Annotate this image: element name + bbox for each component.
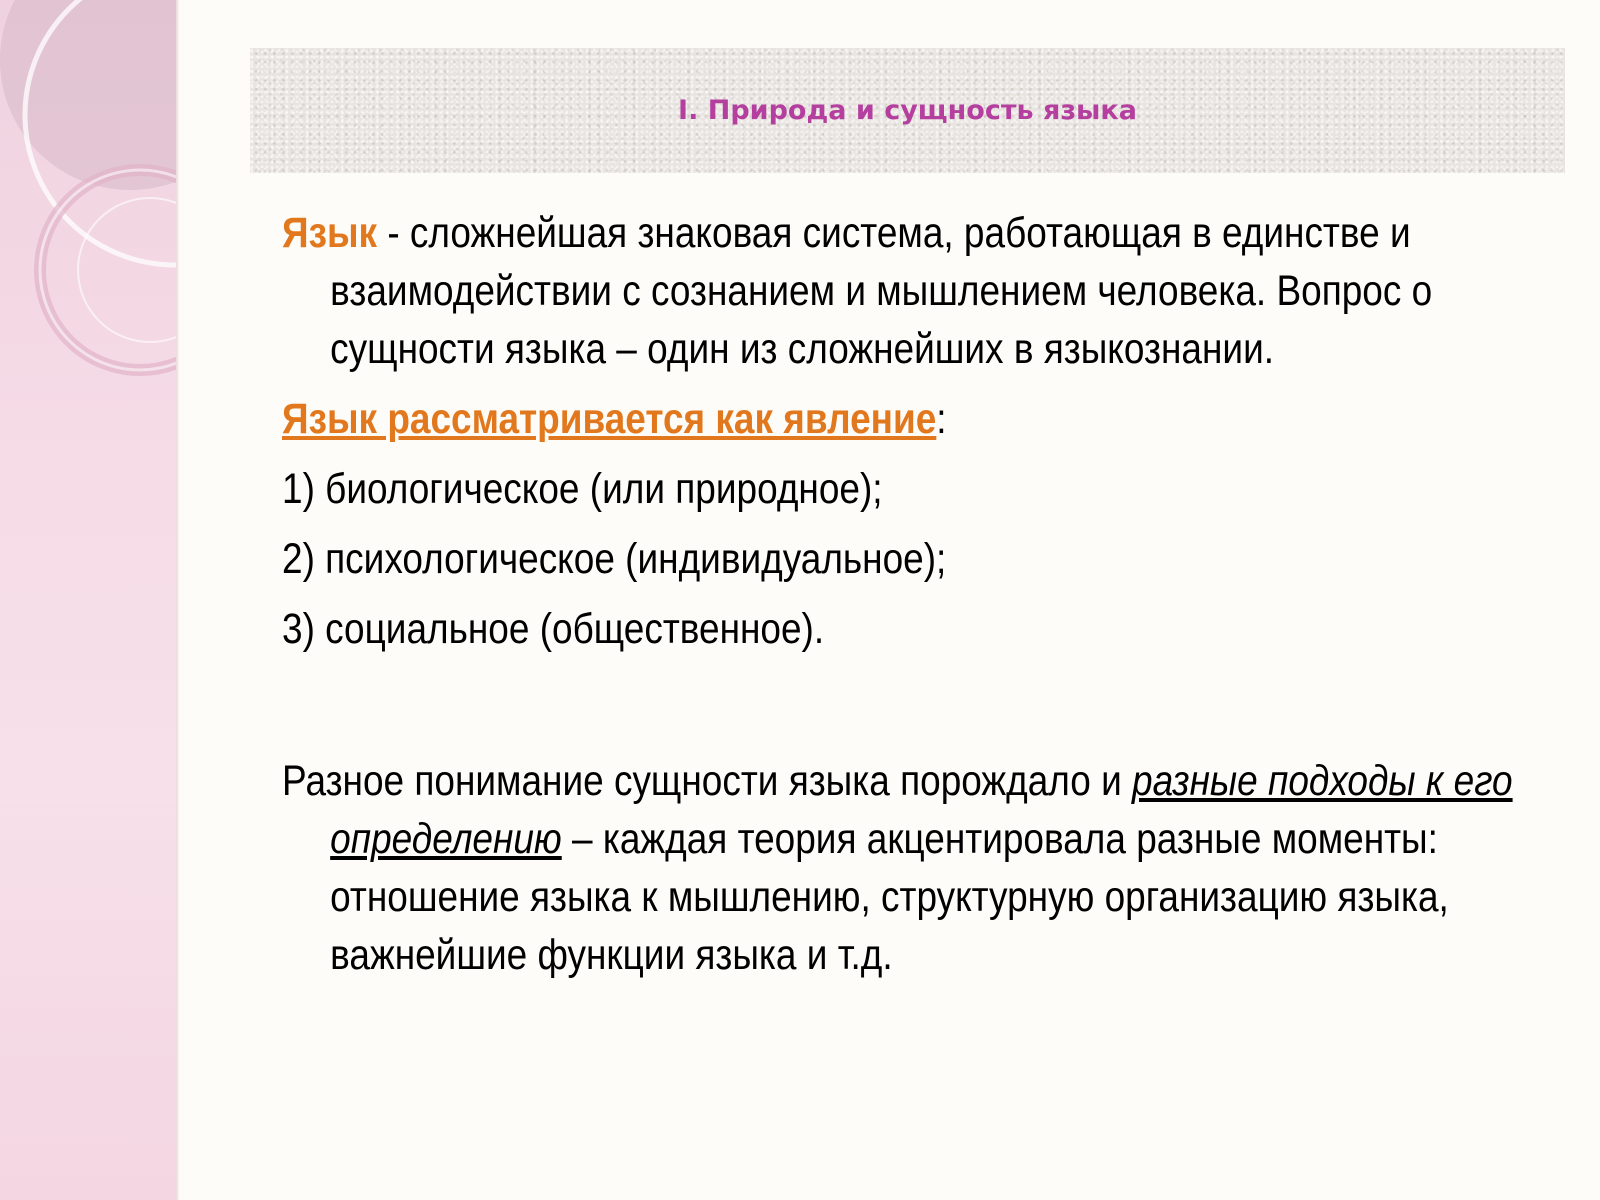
sidebar-divider bbox=[176, 0, 179, 1200]
approaches-text-start: Разное понимание сущности языка порождало и bbox=[282, 757, 1133, 805]
phenomenon-heading bbox=[282, 390, 1542, 448]
list-item-psychological: 2) психологическое (индивидуальное); bbox=[282, 535, 947, 583]
approaches-text-end: – каждая теория акцентировала разные моменты: отношение языка к мышлению, структурную организацию языка, важнейшие функции языка и т.д. bbox=[330, 815, 1449, 979]
decorative-sidebar bbox=[0, 0, 176, 1200]
definition-paragraph bbox=[282, 204, 1542, 378]
definition-text: - сложнейшая знаковая система, работающая в единстве и взаимодействии с сознанием и мышлением человека. Вопрос о сущности языка – один из сложнейших в языкознании. bbox=[330, 209, 1433, 373]
slide-content bbox=[282, 204, 1542, 984]
approaches-paragraph bbox=[282, 752, 1542, 984]
phenomenon-heading-text: Язык рассматривается как явление bbox=[282, 395, 937, 443]
definition-term: Язык bbox=[282, 209, 378, 257]
decorative-circles bbox=[0, 0, 176, 1200]
list-item-biological: 1) биологическое (или природное); bbox=[282, 465, 883, 513]
approaches-emphasis: разные подходы к его определению bbox=[330, 757, 1513, 863]
phenomenon-colon: : bbox=[936, 395, 947, 443]
list-item-social: 3) социальное (общественное). bbox=[282, 605, 825, 653]
slide-title: I. Природа и сущность языка bbox=[678, 95, 1137, 126]
